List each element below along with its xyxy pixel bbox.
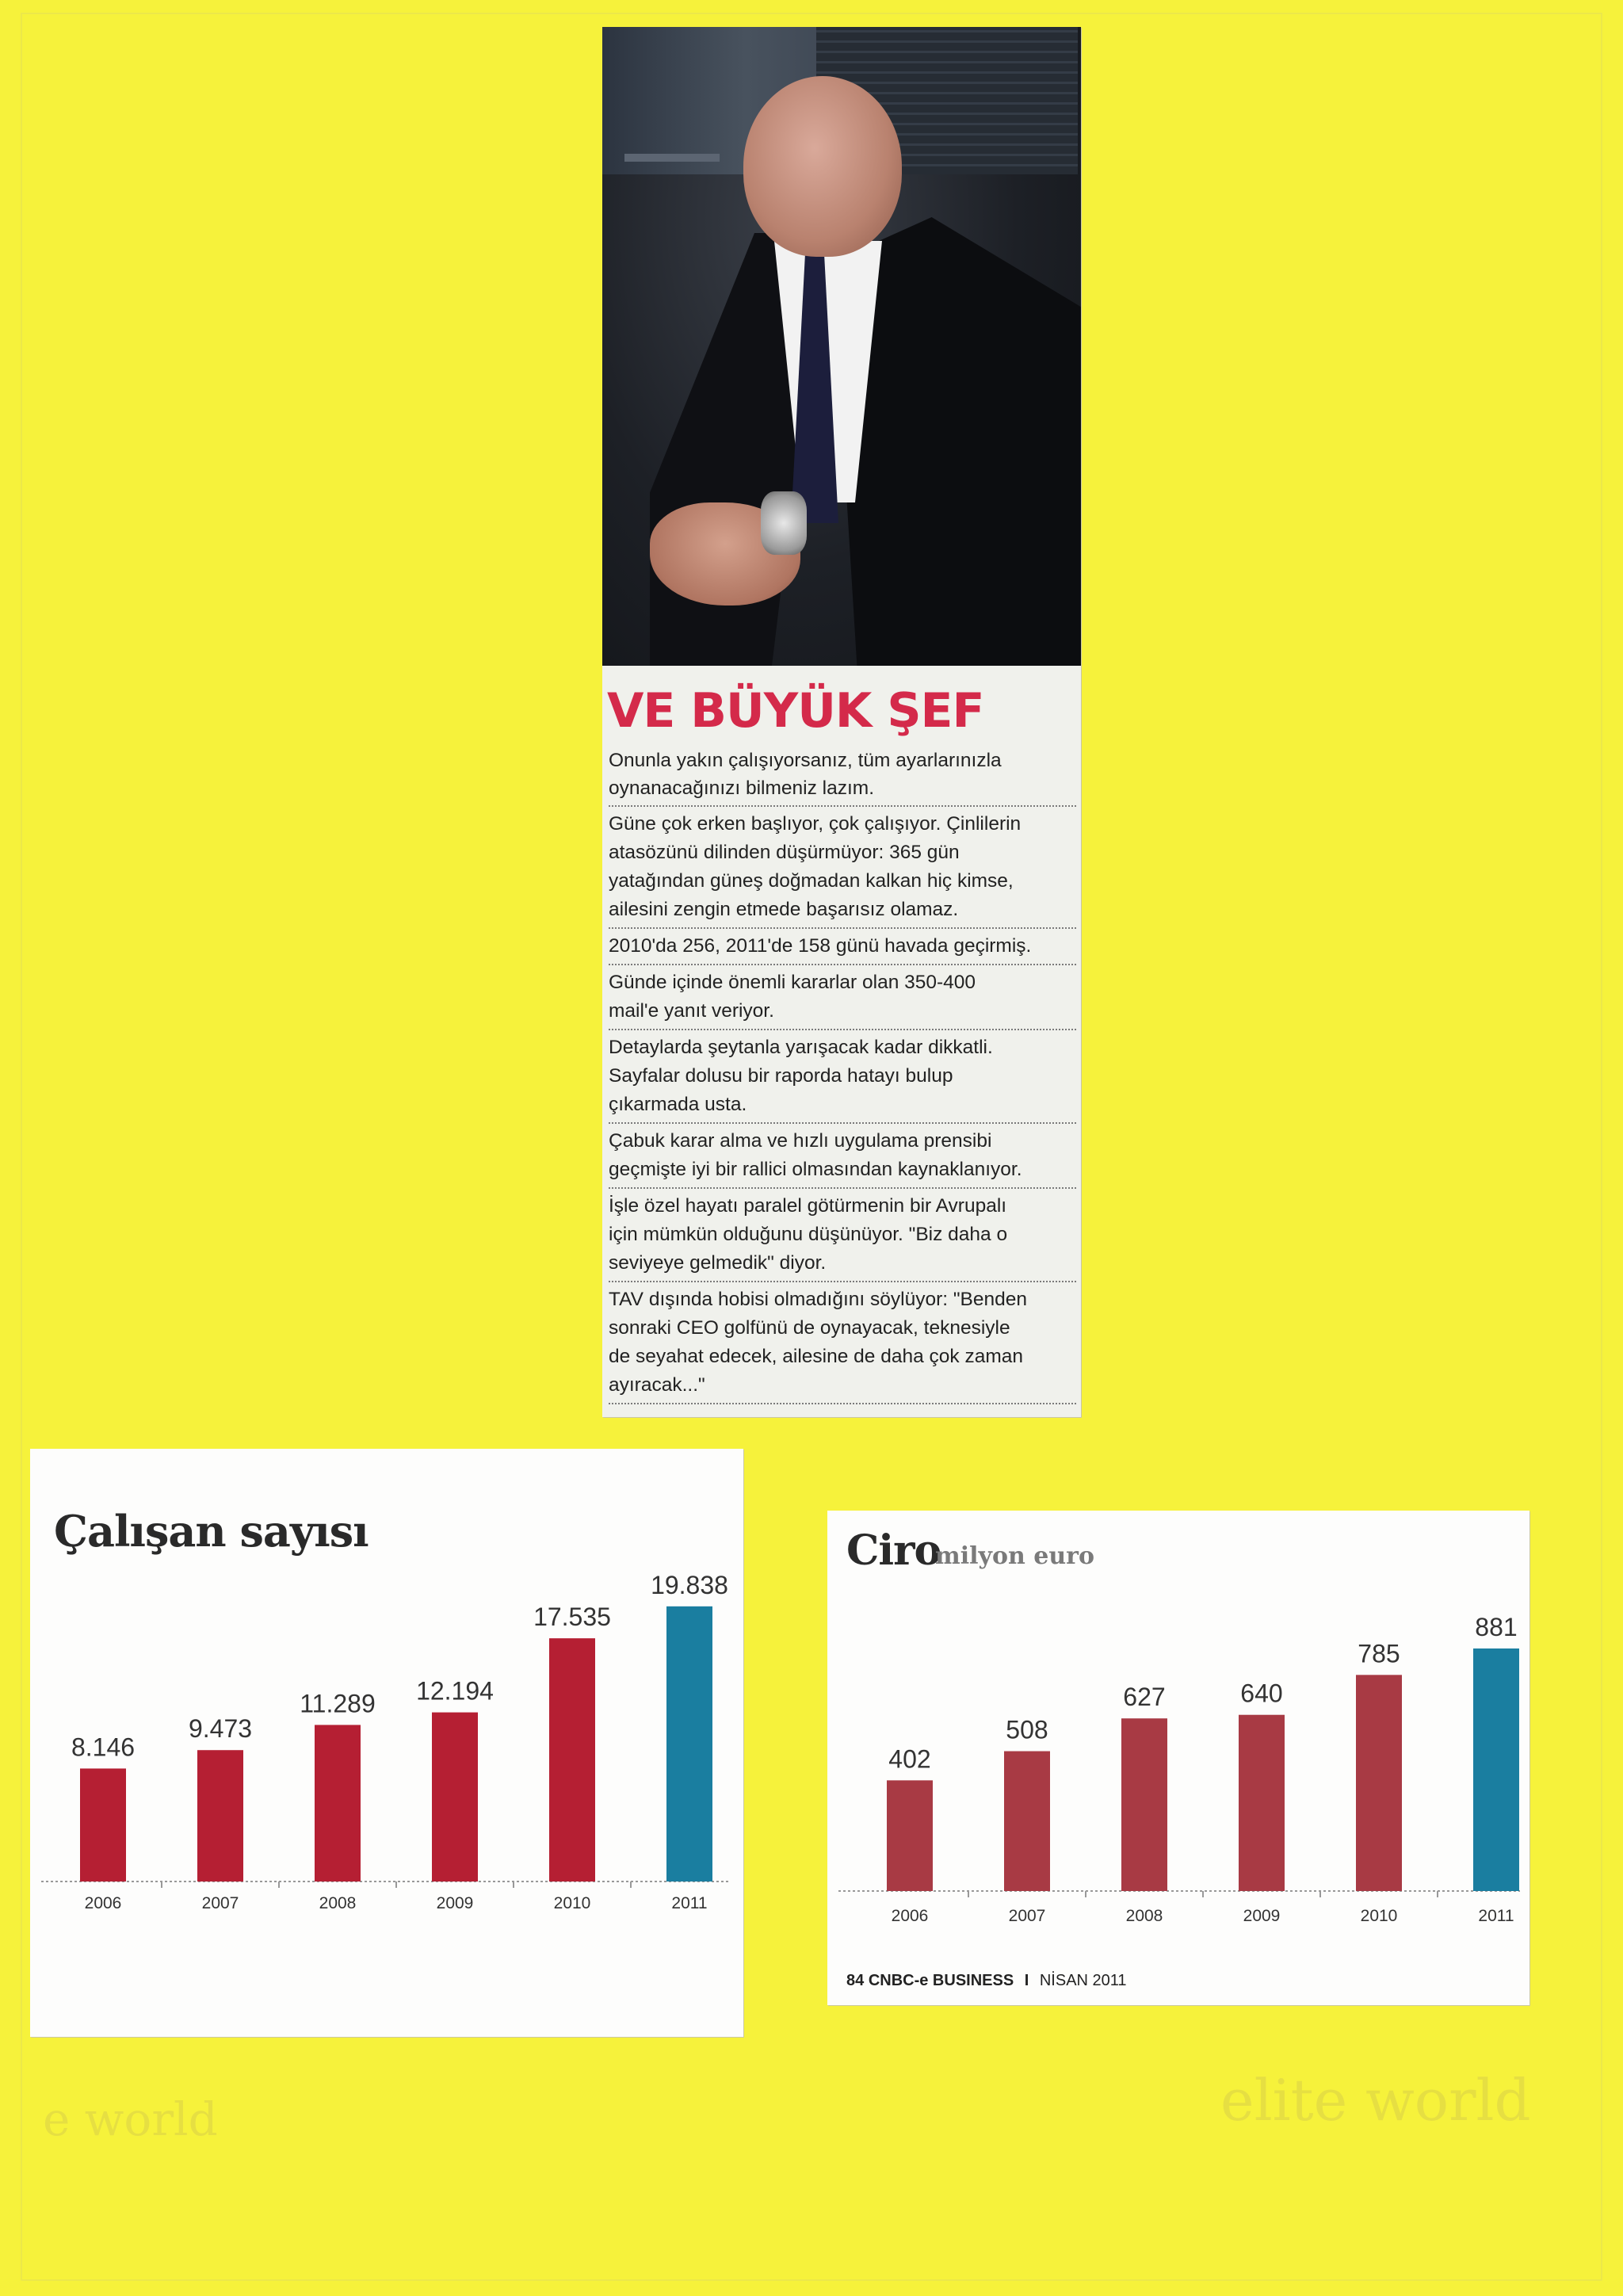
tick-label: 2007 — [201, 1894, 239, 1912]
article-intro — [609, 747, 1076, 802]
chart-subtitle: milyon euro — [935, 1542, 1094, 1570]
tick-label: 2006 — [891, 1907, 929, 1925]
fact-line: ayıracak..." — [609, 1374, 705, 1396]
bar-2007 — [197, 1750, 243, 1881]
intro-line: Onunla yakın çalışıyorsanız, tüm ayarlarınızla — [609, 750, 1002, 771]
employee-count-chart-card — [30, 1449, 743, 2037]
fact-line: Sayfalar dolusu bir raporda hatayı bulup — [609, 1065, 953, 1087]
fact-line: de seyahat edecek, ailesine de daha çok zaman — [609, 1346, 1024, 1367]
fact-line: TAV dışında hobisi olmadığını söylüyor: "Benden — [609, 1289, 1028, 1310]
data-label: 12.194 — [416, 1676, 494, 1706]
data-label: 785 — [1358, 1639, 1400, 1668]
bar-2010 — [549, 1638, 595, 1881]
tick-label: 2007 — [1008, 1907, 1046, 1925]
chart-title: Ciro — [846, 1526, 941, 1575]
data-label: 640 — [1240, 1679, 1283, 1708]
fact-item — [609, 964, 1076, 1029]
tick-label: 2009 — [436, 1894, 474, 1912]
fact-line: geçmişte iyi bir rallici olmasından kaynaklanıyor. — [609, 1159, 1022, 1180]
fact-line: Çabuk karar alma ve hızlı uygulama prensibi — [609, 1130, 992, 1152]
fact-line: atasözünü dilinden düşürmüyor: 365 gün — [609, 842, 960, 863]
bar-2006 — [887, 1780, 933, 1891]
data-label: 508 — [1006, 1715, 1048, 1744]
fact-line: çıkarmada usta. — [609, 1094, 747, 1115]
bar-2009 — [432, 1713, 478, 1881]
fact-line: ailesini zengin etmede başarısız olamaz. — [609, 899, 959, 920]
data-label: 11.289 — [300, 1689, 376, 1718]
tick-label: 2008 — [1125, 1907, 1163, 1925]
bar-2006 — [80, 1768, 126, 1881]
article-headline: VE BÜYÜK ŞEF — [607, 683, 984, 739]
fact-item — [609, 1187, 1076, 1281]
data-label: 881 — [1475, 1613, 1518, 1641]
fact-list — [609, 805, 1076, 1404]
chart-title: Çalışan sayısı — [54, 1506, 369, 1557]
fact-item — [609, 1281, 1076, 1404]
fact-line: İşle özel hayatı paralel götürmenin bir Avrupalı — [609, 1195, 1007, 1217]
fact-item — [609, 805, 1076, 927]
employee-count-chart — [30, 1449, 743, 2037]
tick-label: 2011 — [671, 1894, 708, 1912]
data-label: 627 — [1123, 1683, 1166, 1712]
data-label: 8.146 — [71, 1733, 136, 1762]
intro-line: oynanacağınızı bilmeniz lazım. — [609, 777, 874, 799]
data-label: 17.535 — [533, 1603, 611, 1632]
fact-item — [609, 1122, 1076, 1187]
wristwatch — [761, 491, 807, 555]
fact-line: seviyeye gelmedik" diyor. — [609, 1252, 827, 1274]
bar-2010 — [1356, 1675, 1402, 1891]
data-label: 9.473 — [188, 1714, 253, 1744]
issue-date: NİSAN 2011 — [1039, 1972, 1127, 1989]
tick-label: 2010 — [553, 1894, 591, 1912]
revenue-chart — [827, 1511, 1529, 1954]
data-label: 402 — [888, 1744, 931, 1774]
publication-name: CNBC-e BUSINESS — [868, 1972, 1014, 1989]
fact-line: Günde içinde önemli kararlar olan 350-400 — [609, 972, 976, 993]
portrait-head — [743, 76, 902, 257]
tick-label: 2009 — [1243, 1907, 1281, 1925]
fact-line: mail'e yanıt veriyor. — [609, 1000, 774, 1022]
bar-2008 — [1121, 1718, 1167, 1891]
article-clipping — [602, 27, 1081, 1417]
data-label: 19.838 — [651, 1570, 728, 1599]
fact-item — [609, 1029, 1076, 1122]
footer-separator: I — [1024, 1972, 1029, 1989]
screen-ticker — [624, 154, 720, 162]
tick-label: 2010 — [1360, 1907, 1398, 1925]
tick-label: 2006 — [84, 1894, 122, 1912]
fact-line: yatağından güneş doğmadan kalkan hiç kimse, — [609, 870, 1014, 892]
fact-item — [609, 927, 1076, 964]
bar-2011 — [666, 1606, 712, 1881]
revenue-chart-card — [827, 1511, 1529, 2005]
fact-line: Detaylarda şeytanla yarışacak kadar dikkatli. — [609, 1037, 993, 1058]
fact-line: için mümkün olduğunu düşünüyor. "Biz daha o — [609, 1224, 1008, 1245]
portrait-photo — [602, 27, 1081, 666]
watermark-logo: elite world — [1220, 2067, 1531, 2134]
tick-label: 2011 — [1478, 1907, 1514, 1925]
fact-line: Güne çok erken başlıyor, çok çalışıyor. Çinlilerin — [609, 813, 1022, 835]
bar-2011 — [1473, 1648, 1519, 1891]
fact-line: sonraki CEO golfünü de oynayacak, teknesiyle — [609, 1317, 1010, 1339]
watermark-logo-left: e world — [43, 2092, 218, 2146]
bar-2007 — [1004, 1752, 1050, 1891]
bar-2009 — [1239, 1715, 1285, 1891]
tick-label: 2008 — [319, 1894, 357, 1912]
page-footer — [846, 1972, 1127, 1990]
fact-line: 2010'da 256, 2011'de 158 günü havada geçirmiş. — [609, 935, 1032, 957]
bar-2008 — [315, 1725, 361, 1881]
page-number: 84 — [846, 1972, 865, 1989]
